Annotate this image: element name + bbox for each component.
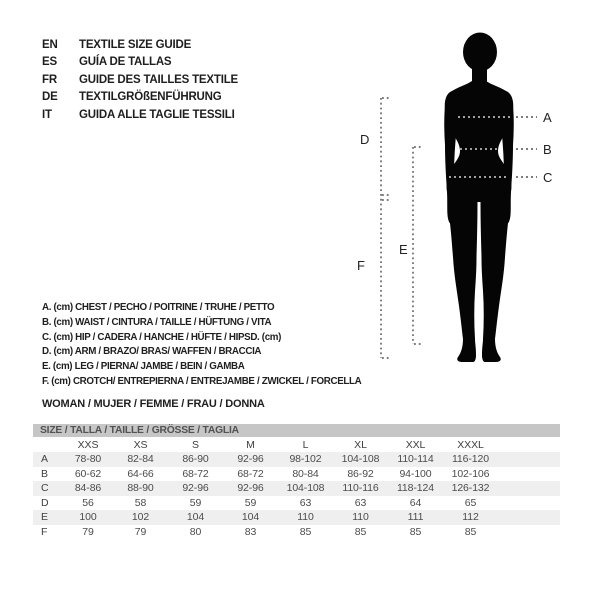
cell: 86-90 bbox=[168, 452, 223, 467]
row-label: B bbox=[41, 467, 48, 480]
language-code: EN bbox=[42, 38, 58, 51]
cell: 85 bbox=[464, 525, 477, 538]
language-row bbox=[42, 36, 238, 54]
measure-line-e bbox=[413, 147, 422, 344]
cell: 94-100 bbox=[399, 467, 432, 480]
table-row-a bbox=[33, 452, 560, 467]
measurement-legend bbox=[42, 301, 361, 390]
language-row bbox=[42, 71, 238, 89]
measure-label-e: E bbox=[399, 242, 408, 257]
cell: 104-108 bbox=[333, 452, 388, 467]
cell: 104 bbox=[223, 510, 278, 525]
legend-item-hip: C. (cm) HIP / CADERA / HANCHE / HÜFTE / HIPSD. (cm) bbox=[42, 331, 282, 343]
language-row bbox=[42, 106, 238, 124]
cell: 65 bbox=[464, 496, 477, 509]
cell: 64 bbox=[409, 496, 422, 509]
filler-cell bbox=[498, 467, 560, 482]
cell: 80 bbox=[189, 525, 202, 538]
cell: 84-86 bbox=[63, 481, 113, 496]
filler-cell bbox=[498, 437, 560, 452]
cell: 85 bbox=[354, 525, 367, 538]
cell: 86-92 bbox=[347, 467, 374, 480]
cell: 79 bbox=[82, 525, 94, 538]
cell: 92-96 bbox=[223, 452, 278, 467]
cell: 116-120 bbox=[443, 452, 498, 467]
row-label: A bbox=[33, 452, 63, 467]
cell: 88-90 bbox=[113, 481, 168, 496]
row-label: F bbox=[41, 525, 48, 538]
cell: 80-84 bbox=[292, 467, 319, 480]
cell: 110 bbox=[278, 510, 333, 525]
row-label: C bbox=[33, 481, 63, 496]
cell: 100 bbox=[63, 510, 113, 525]
gender-heading: WOMAN / MUJER / FEMME / FRAU / DONNA bbox=[42, 398, 265, 410]
measure-label-a: A bbox=[543, 110, 552, 125]
filler-cell bbox=[498, 525, 560, 540]
table-row-c bbox=[33, 481, 560, 496]
cell: 58 bbox=[134, 496, 147, 509]
filler-cell bbox=[498, 481, 560, 496]
woman-silhouette-icon bbox=[444, 33, 514, 363]
cell: 63 bbox=[354, 496, 367, 509]
table-row-f bbox=[33, 525, 560, 540]
legend-item-arm: D. (cm) ARM / BRAZO/ BRAS/ WAFFEN / BRACCIA bbox=[42, 346, 262, 358]
filler-cell bbox=[498, 510, 560, 525]
cell: 56 bbox=[82, 496, 94, 509]
cell: 111 bbox=[388, 510, 443, 525]
cell: 98-102 bbox=[278, 452, 333, 467]
cell: 104 bbox=[168, 510, 223, 525]
cell: 110-116 bbox=[333, 481, 388, 496]
guide-title-es: GUÍA DE TALLAS bbox=[79, 56, 172, 69]
cell: 110 bbox=[333, 510, 388, 525]
size-table-section bbox=[33, 424, 560, 539]
cell: 60-62 bbox=[74, 467, 102, 480]
measurement-diagram bbox=[340, 25, 580, 370]
cell: 59 bbox=[244, 496, 257, 509]
guide-title-en: TEXTILE SIZE GUIDE bbox=[79, 38, 192, 51]
guide-title-fr: GUIDE DES TAILLES TEXTILE bbox=[79, 73, 238, 86]
legend-item-chest: A. (cm) CHEST / PECHO / POITRINE / TRUHE / PETTO bbox=[42, 302, 275, 313]
legend-item-waist: B. (cm) WAIST / CINTURA / TAILLE / HÜFTUNG / VITA bbox=[42, 316, 272, 328]
col-header-xxl: XXL bbox=[405, 438, 426, 451]
cell: 92-96 bbox=[223, 481, 278, 496]
cell: 112 bbox=[443, 510, 498, 525]
cell: 102 bbox=[113, 510, 168, 525]
col-header-xs: XS bbox=[133, 438, 148, 451]
size-table bbox=[33, 437, 560, 539]
cell: 85 bbox=[299, 525, 312, 538]
cell: 59 bbox=[189, 496, 202, 509]
guide-title-it: GUIDA ALLE TAGLIE TESSILI bbox=[79, 108, 235, 121]
measure-label-d: D bbox=[360, 132, 370, 147]
col-header-m: M bbox=[246, 438, 255, 451]
guide-title-de: TEXTILGRÖßENFÜHRUNG bbox=[79, 91, 222, 104]
cell: 68-72 bbox=[237, 467, 264, 480]
cell: 126-132 bbox=[443, 481, 498, 496]
language-title-block bbox=[42, 36, 238, 124]
cell: 63 bbox=[299, 496, 312, 509]
cell: 83 bbox=[244, 525, 257, 538]
corner-cell bbox=[33, 437, 63, 452]
table-row-d bbox=[33, 496, 560, 511]
col-header-l: L bbox=[302, 438, 309, 451]
language-code: DE bbox=[42, 91, 58, 104]
col-header-xl: XL bbox=[354, 438, 367, 451]
filler-cell bbox=[498, 496, 560, 511]
table-row-b bbox=[33, 467, 560, 482]
cell: 118-124 bbox=[388, 481, 443, 496]
language-code: FR bbox=[42, 73, 57, 86]
measure-label-c: C bbox=[543, 170, 553, 185]
measure-label-b: B bbox=[543, 142, 552, 157]
language-code: ES bbox=[42, 56, 57, 69]
language-row bbox=[42, 54, 238, 72]
cell: 82-84 bbox=[113, 452, 168, 467]
language-code: IT bbox=[42, 108, 52, 121]
language-row bbox=[42, 89, 238, 107]
cell: 110-114 bbox=[388, 452, 443, 467]
cell: 64-66 bbox=[127, 467, 154, 480]
size-header-row bbox=[33, 437, 560, 452]
measure-line-d-f bbox=[381, 98, 390, 358]
row-label: E bbox=[33, 510, 63, 525]
cell: 79 bbox=[134, 525, 147, 538]
legend-item-crotch: F. (cm) CROTCH/ ENTREPIERNA / ENTREJAMBE / ZWICKEL / FORCELLA bbox=[42, 375, 362, 387]
size-table-title: SIZE / TALLA / TAILLE / GRÖSSE / TAGLIA bbox=[33, 424, 560, 437]
cell: 68-72 bbox=[182, 467, 209, 480]
cell: 104-108 bbox=[278, 481, 333, 496]
col-header-s: S bbox=[192, 438, 199, 451]
filler-cell bbox=[498, 452, 560, 467]
measure-label-f: F bbox=[357, 258, 365, 273]
cell: 92-96 bbox=[168, 481, 223, 496]
cell: 102-106 bbox=[451, 467, 490, 480]
row-label: D bbox=[41, 496, 49, 509]
col-header-xxs: XXS bbox=[77, 438, 99, 451]
cell: 85 bbox=[409, 525, 422, 538]
table-row-e bbox=[33, 510, 560, 525]
legend-item-leg: E. (cm) LEG / PIERNA/ JAMBE / BEIN / GAMBA bbox=[42, 361, 245, 373]
col-header-xxxl: XXXL bbox=[457, 438, 484, 451]
cell: 78-80 bbox=[63, 452, 113, 467]
